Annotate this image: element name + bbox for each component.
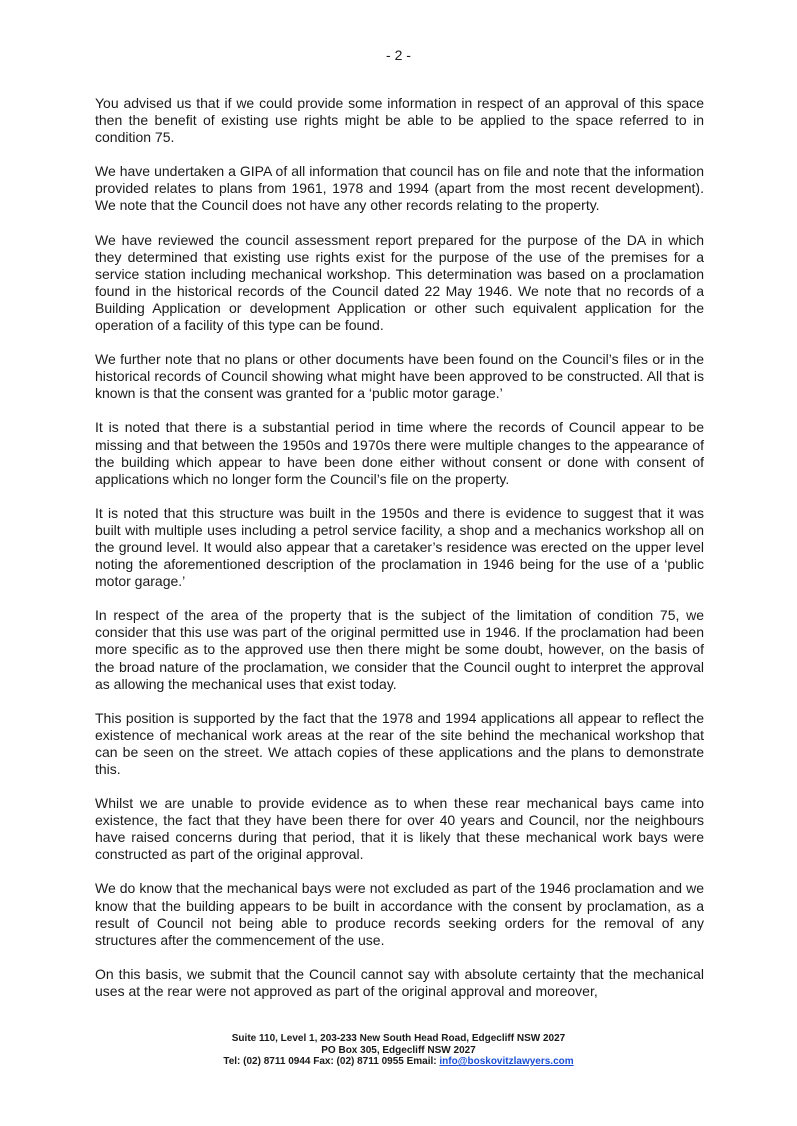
paragraph-10: We do know that the mechanical bays were not excluded as part of the 1946 proclamation and we know that the building appears to be built in accordance with the consent by proclamation, as a result of Council not being able to produce records seeking orders for the removal of any structures after the commencement of the use.: [95, 880, 704, 948]
paragraph-1: You advised us that if we could provide some information in respect of an approval of this space then the benefit of existing use rights might be able to be applied to the space referred to in condition 75.: [95, 95, 704, 146]
paragraph-4: We further note that no plans or other documents have been found on the Council’s files or in the historical records of Council showing what might have been approved to be constructed. All that is known is that the consent was granted for a ‘public motor garage.’: [95, 351, 704, 402]
paragraph-7: In respect of the area of the property that is the subject of the limitation of condition 75, we consider that this use was part of the original permitted use in 1946. If the proclamation had been more specific as to the approved use then there might be some doubt, however, on the basis of the broad nature of the proclamation, we consider that the Council ought to interpret the approval as allowing the mechanical uses that exist today.: [95, 607, 704, 692]
paragraph-2: We have undertaken a GIPA of all information that council has on file and note that the information provided relates to plans from 1961, 1978 and 1994 (apart from the most recent development). We note that the Council does not have any other records relating to the property.: [95, 163, 704, 214]
paragraph-3: We have reviewed the council assessment report prepared for the purpose of the DA in which they determined that existing use rights exist for the purpose of the use of the premises for a service station including mechanical workshop. This determination was based on a proclamation found in the historical records of the Council dated 22 May 1946. We note that no records of a Building Application or development Application or other such equivalent application for the operation of a facility of this type can be found.: [95, 231, 704, 334]
paragraph-6: It is noted that this structure was built in the 1950s and there is evidence to suggest that it was built with multiple uses including a petrol service facility, a shop and a mechanics workshop all on the ground level. It would also appear that a caretaker’s residence was erected on the upper level noting the aforementioned description of the proclamation in 1946 being for the use of a ‘public motor garage.’: [95, 504, 704, 590]
paragraph-11: On this basis, we submit that the Council cannot say with absolute certainty that the mechanical uses at the rear were not approved as part of the original approval and moreover,: [95, 965, 704, 999]
footer-contact: [0, 1056, 797, 1068]
letterhead-footer: [0, 1033, 797, 1068]
footer-phone-fax: Tel: (02) 8711 0944 Fax: (02) 8711 0955 Email:: [223, 1056, 440, 1068]
paragraph-5: It is noted that there is a substantial period in time where the records of Council appear to be missing and that between the 1950s and 1970s there were multiple changes to the appearance of the building which appear to have been done either without consent or done with consent of applications which no longer form the Council’s file on the property.: [95, 419, 704, 487]
paragraph-8: This position is supported by the fact that the 1978 and 1994 applications all appear to reflect the existence of mechanical work areas at the rear of the site behind the mechanical workshop that can be seen on the street. We attach copies of these applications and the plans to demonstrate this.: [95, 709, 704, 777]
footer-email-link[interactable]: info@boskovitzlawyers.com: [439, 1056, 574, 1068]
footer-po-box: PO Box 305, Edgecliff NSW 2027: [321, 1044, 476, 1056]
letter-body: [95, 95, 704, 1017]
paragraph-9: Whilst we are unable to provide evidence as to when these rear mechanical bays came into existence, the fact that they have been there for over 40 years and Council, nor the neighbours have raised concerns during that period, that it is likely that these mechanical work bays were constructed as part of the original approval.: [95, 795, 704, 863]
page-number: - 2 -: [386, 47, 411, 63]
footer-address: Suite 110, Level 1, 203-233 New South Head Road, Edgecliff NSW 2027: [231, 1033, 566, 1044]
